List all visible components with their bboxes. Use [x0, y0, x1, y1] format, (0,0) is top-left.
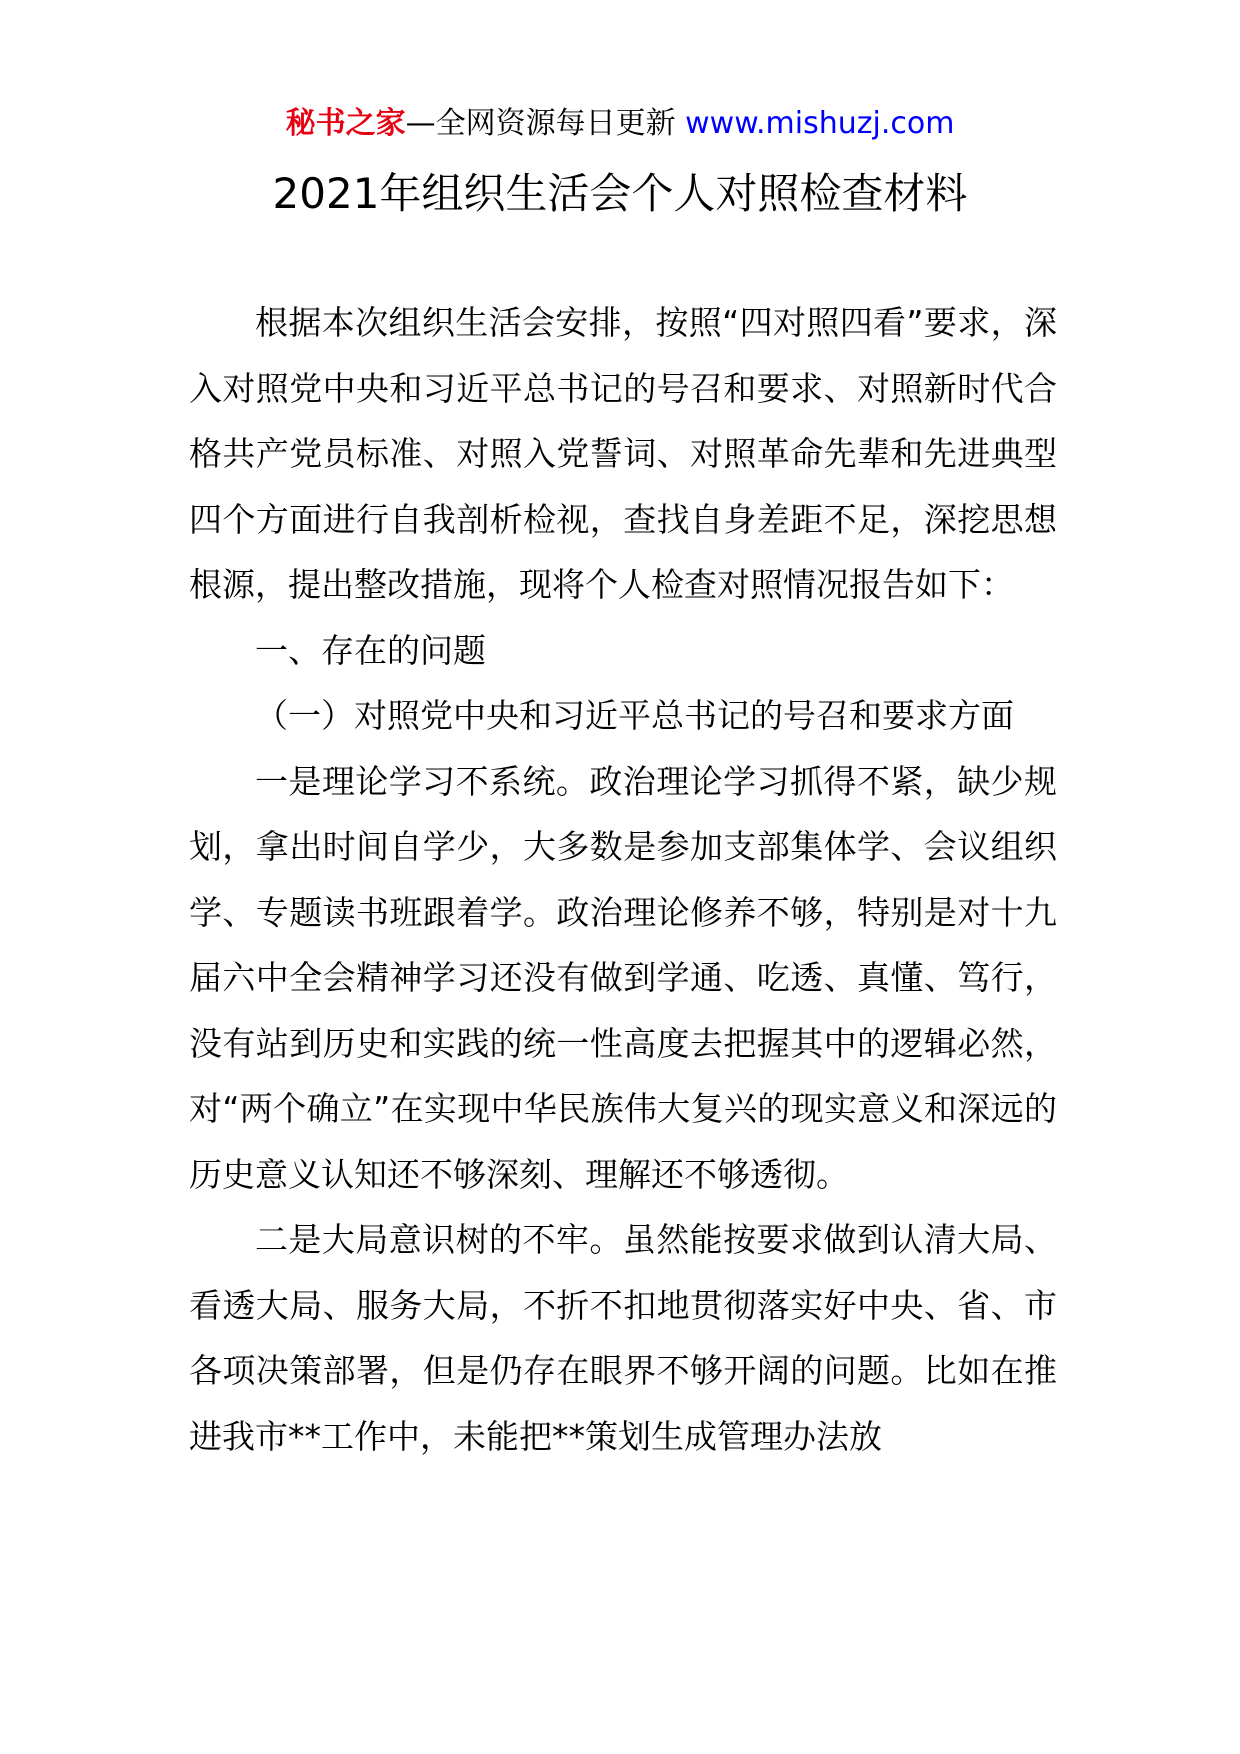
section-heading: 一、存在的问题: [255, 630, 486, 670]
intro-paragraph: 根据本次组织生活会安排，按照“四对照四看”要求，深入对照党中央和习近平总书记的号召和要求、对照新时代合格共产党员标准、对照入党誓词、对照革命先辈和先进典型四个方面进行自我剖析检视，查找自身差距不足，深挖思想根源，提出整改措施，现将个人检查对照情况报告如下：: [189, 303, 1057, 604]
site-header: [0, 104, 1240, 144]
site-url-link[interactable]: www.mishuzj.com: [685, 106, 955, 141]
site-brand: 秘书之家: [285, 106, 406, 141]
subsection-heading: （一）对照党中央和习近平总书记的号召和要求方面: [255, 696, 1014, 735]
body-paragraph: 二是大局意识树的不牢。虽然能按要求做到认清大局、看透大局、服务大局，不折不扣地贯彻落实好中央、省、市各项决策部署，但是仍存在眼界不够开阔的问题。比如在推进我市**工作中，未能把**策划生成管理办法放: [189, 1220, 1057, 1456]
document-body: [189, 290, 1057, 1469]
site-tagline: —全网资源每日更新: [405, 106, 676, 141]
document-title: 2021年组织生活会个人对照检查材料: [272, 169, 968, 218]
body-paragraph: 一是理论学习不系统。政治理论学习抓得不紧，缺少规划，拿出时间自学少，大多数是参加支部集体学、会议组织学、专题读书班跟着学。政治理论修养不够，特别是对十九届六中全会精神学习还没有做到学通、吃透、真懂、笃行，没有站到历史和实践的统一性高度去把握其中的逻辑必然，对“两个确立”在实现中华民族伟大复兴的现实意义和深远的历史意义认知还不够深刻、理解还不够透彻。: [189, 761, 1057, 1194]
